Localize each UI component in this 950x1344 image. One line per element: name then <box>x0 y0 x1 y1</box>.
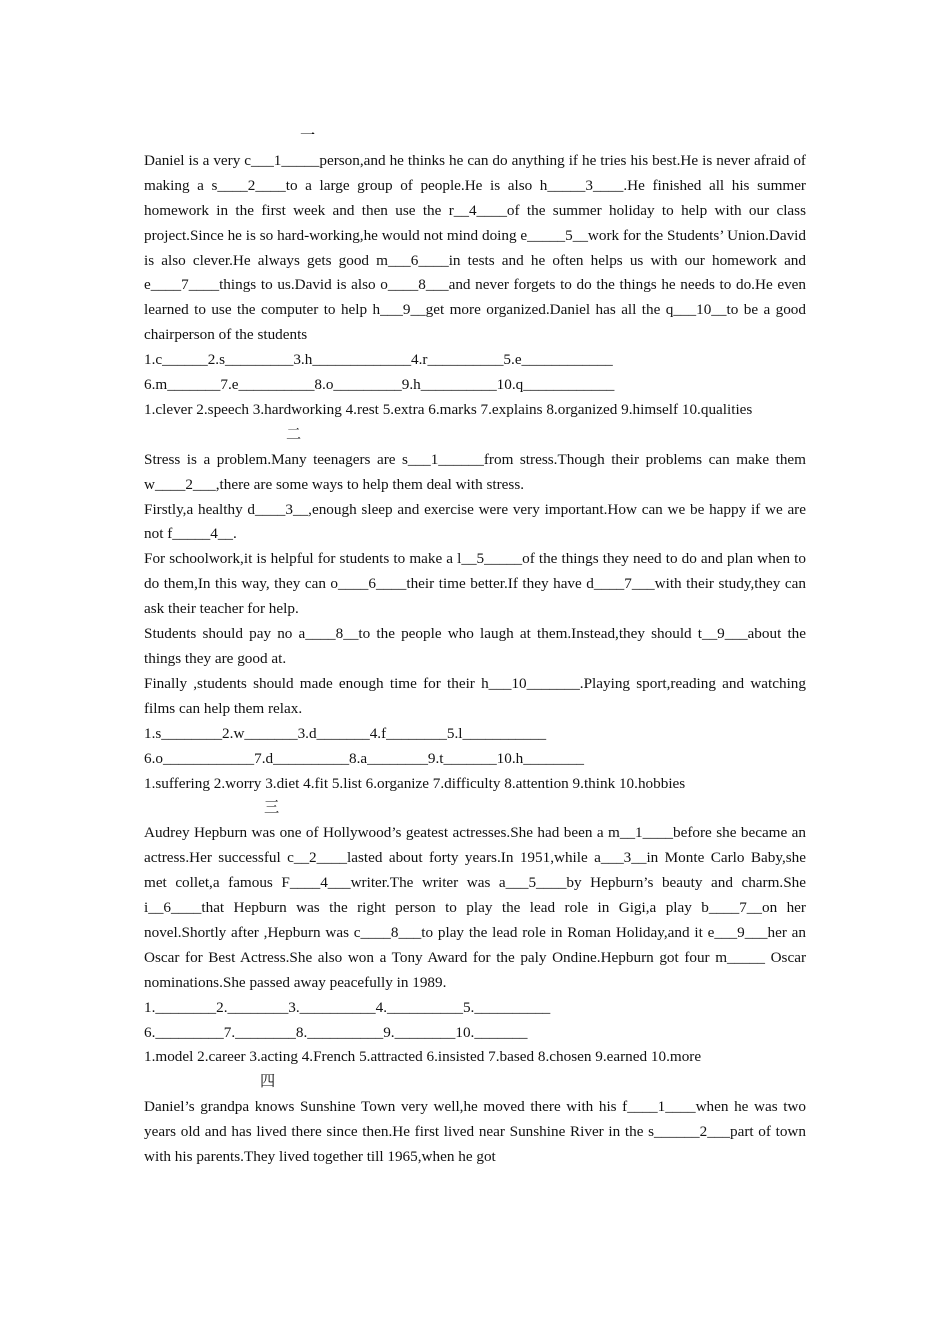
blank-line: 6.m_______7.e__________8.o_________9.h__________10.q____________ <box>144 376 615 394</box>
section-heading: 三 <box>264 799 280 817</box>
section-2 <box>144 423 806 797</box>
section-heading: 四 <box>260 1073 276 1091</box>
passage-paragraph: Daniel’s grandpa knows Sunshine Town very well,he moved there with his f____1____when he was two years old and has lived there since then.He first lived near Sunshine River in the s______2___part of town with his parents.They lived together till 1965,when he got <box>144 1098 806 1166</box>
section-1 <box>144 124 806 423</box>
section-3 <box>144 796 806 1070</box>
blank-line: 1.c______2.s_________3.h_____________4.r__________5.e____________ <box>144 351 613 369</box>
passage-paragraph: Finally ,students should made enough time for their h___10_______.Playing sport,reading and watching films can help them relax. <box>144 674 806 717</box>
section-heading: 一 <box>300 127 316 144</box>
blank-line: 1.s________2.w_______3.d_______4.f________5.l___________ <box>144 724 547 742</box>
section-heading: 二 <box>286 425 302 443</box>
answer-key: 1.clever 2.speech 3.hardworking 4.rest 5.extra 6.marks 7.explains 8.organized 9.himself 10.qualities <box>144 400 753 418</box>
passage-paragraph: Students should pay no a____8__to the people who laugh at them.Instead,they should t__9___about the things they are good at. <box>144 625 806 667</box>
worksheet-page <box>144 124 806 1170</box>
passage-paragraph: Audrey Hepburn was one of Hollywood’s geatest actresses.She had been a m__1____before she became an actress.Her successful c__2____lasted about forty years.In 1951,while a___3__in Monte Carlo Baby,she met collet,a famous F____4___writer.The writer was a___5____by Hepburn’s beauty and charm.She i__6____that Hepburn was the right person to play the lead role in Gigi,a play b____7__on her novel.Shortly after ,Hepburn was c____8___to play the lead role in Roman Holiday,and it e___9___her an Oscar for Best Actress.She also won a Tony Award for the paly Ondine.Hepburn got four m_____ Oscar nominations.She passed away peacefully in 1989. <box>144 824 806 991</box>
passage-paragraph: Stress is a problem.Many teenagers are s___1______from stress.Though their problems can make them w____2___,there are some ways to help them deal with stress. <box>144 450 806 493</box>
passage-paragraph: Firstly,a healthy d____3__,enough sleep and exercise were very important.How can we be happy if we are not f_____4__. <box>144 500 806 543</box>
section-4 <box>144 1070 806 1170</box>
answer-key: 1.suffering 2.worry 3.diet 4.fit 5.list 6.organize 7.difficulty 8.attention 9.think 10.hobbies <box>144 774 686 792</box>
blank-line: 1.________2.________3.__________4.__________5.__________ <box>144 998 551 1016</box>
passage-paragraph: Daniel is a very c___1_____person,and he thinks he can do anything if he tries his best.He is never afraid of making a s____2____to a large group of people.He is also h_____3____.He finished all his summer homework in the first week and then use the r__4____of the summer holiday to help with our class project.Since he is so hard-working,he would not mind doing e_____5__work for the Students’ Union.David is also clever.He always gets good m___6____in tests and he often helps us with our homework and e____7____things to us.David is also o____8___and never forgets to do the things he needs to do.He even learned to use the computer to help h___9__get more organized.Daniel has all the q___10__to be a good chairperson of the students <box>144 151 806 344</box>
blank-line: 6.o____________7.d__________8.a________9.t_______10.h________ <box>144 749 585 767</box>
passage-paragraph: For schoolwork,it is helpful for students to make a l__5_____of the things they need to do and plan when to do them,In this way, they can o____6____their time better.If they have d____7___with their study,they can ask their teacher for help. <box>144 550 806 618</box>
blank-line: 6._________7.________8.__________9.________10._______ <box>144 1023 528 1041</box>
answer-key: 1.model 2.career 3.acting 4.French 5.attracted 6.insisted 7.based 8.chosen 9.earned 10.more <box>144 1048 702 1066</box>
